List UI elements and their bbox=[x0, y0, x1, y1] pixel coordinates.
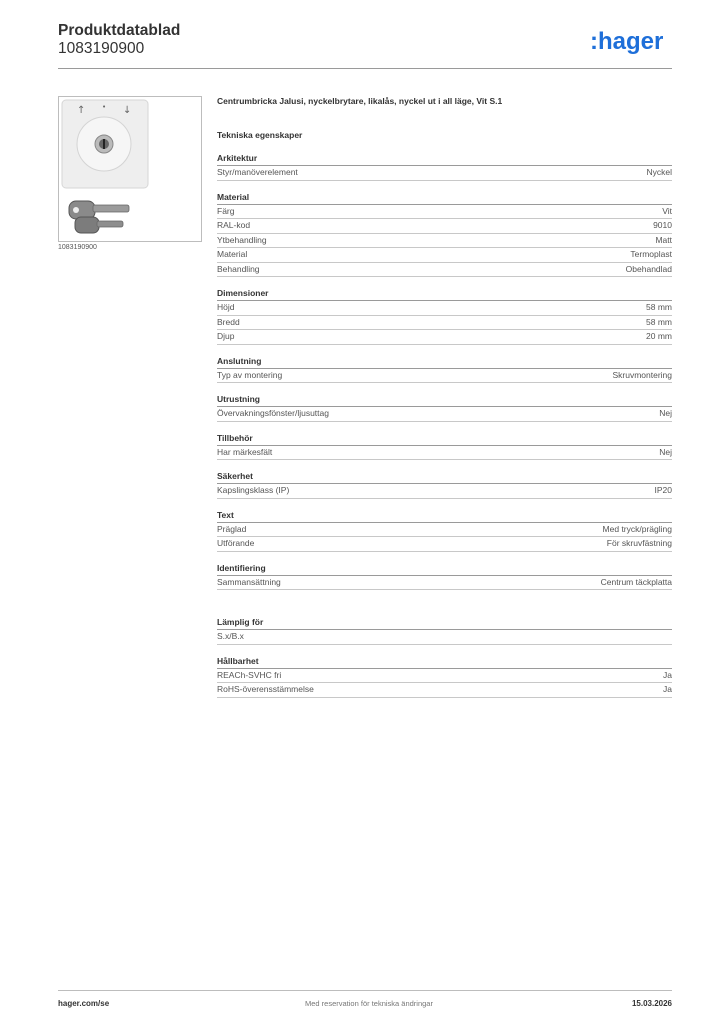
property-row bbox=[217, 523, 672, 538]
section-title: Text bbox=[217, 509, 672, 523]
property-label: RoHS-överensstämmelse bbox=[217, 684, 314, 694]
footer-divider bbox=[58, 990, 672, 991]
product-title: Centrumbricka Jalusi, nyckelbrytare, likalås, nyckel ut i all läge, Vit S.1 bbox=[217, 96, 503, 106]
property-label: Bredd bbox=[217, 316, 240, 327]
property-value: Ja bbox=[663, 684, 672, 694]
section-title: Arkitektur bbox=[217, 152, 672, 166]
technical-properties bbox=[217, 152, 672, 698]
property-row bbox=[217, 669, 672, 684]
footer-date: 15.03.2026 bbox=[631, 999, 672, 1008]
section-title: Lämplig för bbox=[217, 616, 672, 630]
property-value: Termoplast bbox=[630, 249, 672, 259]
property-row bbox=[217, 683, 672, 698]
property-row bbox=[217, 219, 672, 234]
property-label: Färg bbox=[217, 205, 235, 216]
down-arrow-icon: ↓ bbox=[123, 105, 132, 116]
section-title: Säkerhet bbox=[217, 470, 672, 484]
property-label: Sammansättning bbox=[217, 576, 281, 587]
property-value: Skruvmontering bbox=[612, 369, 672, 380]
property-row bbox=[217, 166, 672, 181]
footer-note: Med reservation för tekniska ändringar bbox=[305, 999, 433, 1008]
up-arrow-icon: ↑ bbox=[77, 105, 86, 116]
section-title: Tillbehör bbox=[217, 432, 672, 446]
property-value: IP20 bbox=[654, 485, 672, 495]
property-label: Kapslingsklass (IP) bbox=[217, 485, 290, 495]
page-title: Produktdatablad bbox=[58, 22, 181, 39]
section bbox=[217, 432, 672, 461]
property-label: Övervakningsfönster/ljusuttag bbox=[217, 408, 329, 418]
property-label: Styr/manöverelement bbox=[217, 167, 298, 177]
property-label: Präglad bbox=[217, 523, 247, 534]
property-value: Matt bbox=[655, 234, 672, 245]
property-label: Material bbox=[217, 249, 248, 259]
section bbox=[217, 562, 672, 591]
property-row bbox=[217, 263, 672, 278]
section bbox=[217, 616, 672, 645]
section bbox=[217, 655, 672, 698]
image-caption: 1083190900 bbox=[58, 244, 97, 251]
property-value: 58 mm bbox=[646, 316, 672, 327]
section bbox=[217, 509, 672, 552]
property-value: Vit bbox=[662, 205, 672, 216]
property-value: Med tryck/prägling bbox=[602, 523, 672, 534]
property-row bbox=[217, 316, 672, 331]
header-divider bbox=[58, 68, 672, 69]
property-value: Nyckel bbox=[646, 167, 672, 177]
property-label: Har märkesfält bbox=[217, 446, 273, 457]
property-value: Obehandlad bbox=[625, 263, 672, 274]
center-dot-icon: • bbox=[102, 103, 107, 111]
property-label: Höjd bbox=[217, 302, 235, 312]
property-row bbox=[217, 446, 672, 461]
property-label: S.x/B.x bbox=[217, 631, 244, 641]
product-details bbox=[217, 94, 672, 698]
property-label: Behandling bbox=[217, 263, 260, 274]
property-label: Typ av montering bbox=[217, 369, 283, 380]
section-title: Material bbox=[217, 191, 672, 205]
hager-logo-text: :hager bbox=[590, 28, 664, 55]
property-value: Centrum täckplatta bbox=[600, 576, 672, 587]
section bbox=[217, 355, 672, 384]
property-label: RAL-kod bbox=[217, 220, 251, 230]
property-label: REACh-SVHC fri bbox=[217, 669, 282, 680]
section-title: Dimensioner bbox=[217, 287, 672, 301]
property-label: Ytbehandling bbox=[217, 234, 267, 245]
property-row bbox=[217, 234, 672, 249]
property-row bbox=[217, 576, 672, 591]
section bbox=[217, 393, 672, 422]
property-row bbox=[217, 248, 672, 263]
property-row bbox=[217, 630, 672, 645]
hager-logo bbox=[590, 28, 680, 56]
section-title: Hållbarhet bbox=[217, 655, 672, 669]
property-label: Djup bbox=[217, 331, 235, 341]
section-title: Identifiering bbox=[217, 562, 672, 576]
property-value: Ja bbox=[663, 669, 672, 680]
section-title: Anslutning bbox=[217, 355, 672, 369]
property-row bbox=[217, 369, 672, 384]
property-value: 20 mm bbox=[646, 331, 672, 341]
property-row bbox=[217, 330, 672, 345]
property-value: För skruvfästning bbox=[606, 538, 672, 548]
property-row bbox=[217, 484, 672, 499]
section bbox=[217, 287, 672, 345]
section bbox=[217, 470, 672, 499]
footer-website[interactable]: hager.com/se bbox=[58, 999, 110, 1008]
property-value: Nej bbox=[659, 446, 672, 457]
property-row bbox=[217, 537, 672, 552]
property-label: Utförande bbox=[217, 538, 255, 548]
key-icon bbox=[69, 201, 129, 233]
property-value: 58 mm bbox=[646, 302, 672, 312]
section bbox=[217, 191, 672, 278]
section-title: Utrustning bbox=[217, 393, 672, 407]
section bbox=[217, 152, 672, 181]
property-row bbox=[217, 301, 672, 316]
property-value: 9010 bbox=[653, 220, 672, 230]
product-image bbox=[58, 96, 202, 242]
property-row bbox=[217, 205, 672, 220]
product-number: 1083190900 bbox=[58, 40, 145, 57]
property-row bbox=[217, 407, 672, 422]
property-value: Nej bbox=[659, 408, 672, 418]
technical-properties-title: Tekniska egenskaper bbox=[217, 130, 303, 140]
